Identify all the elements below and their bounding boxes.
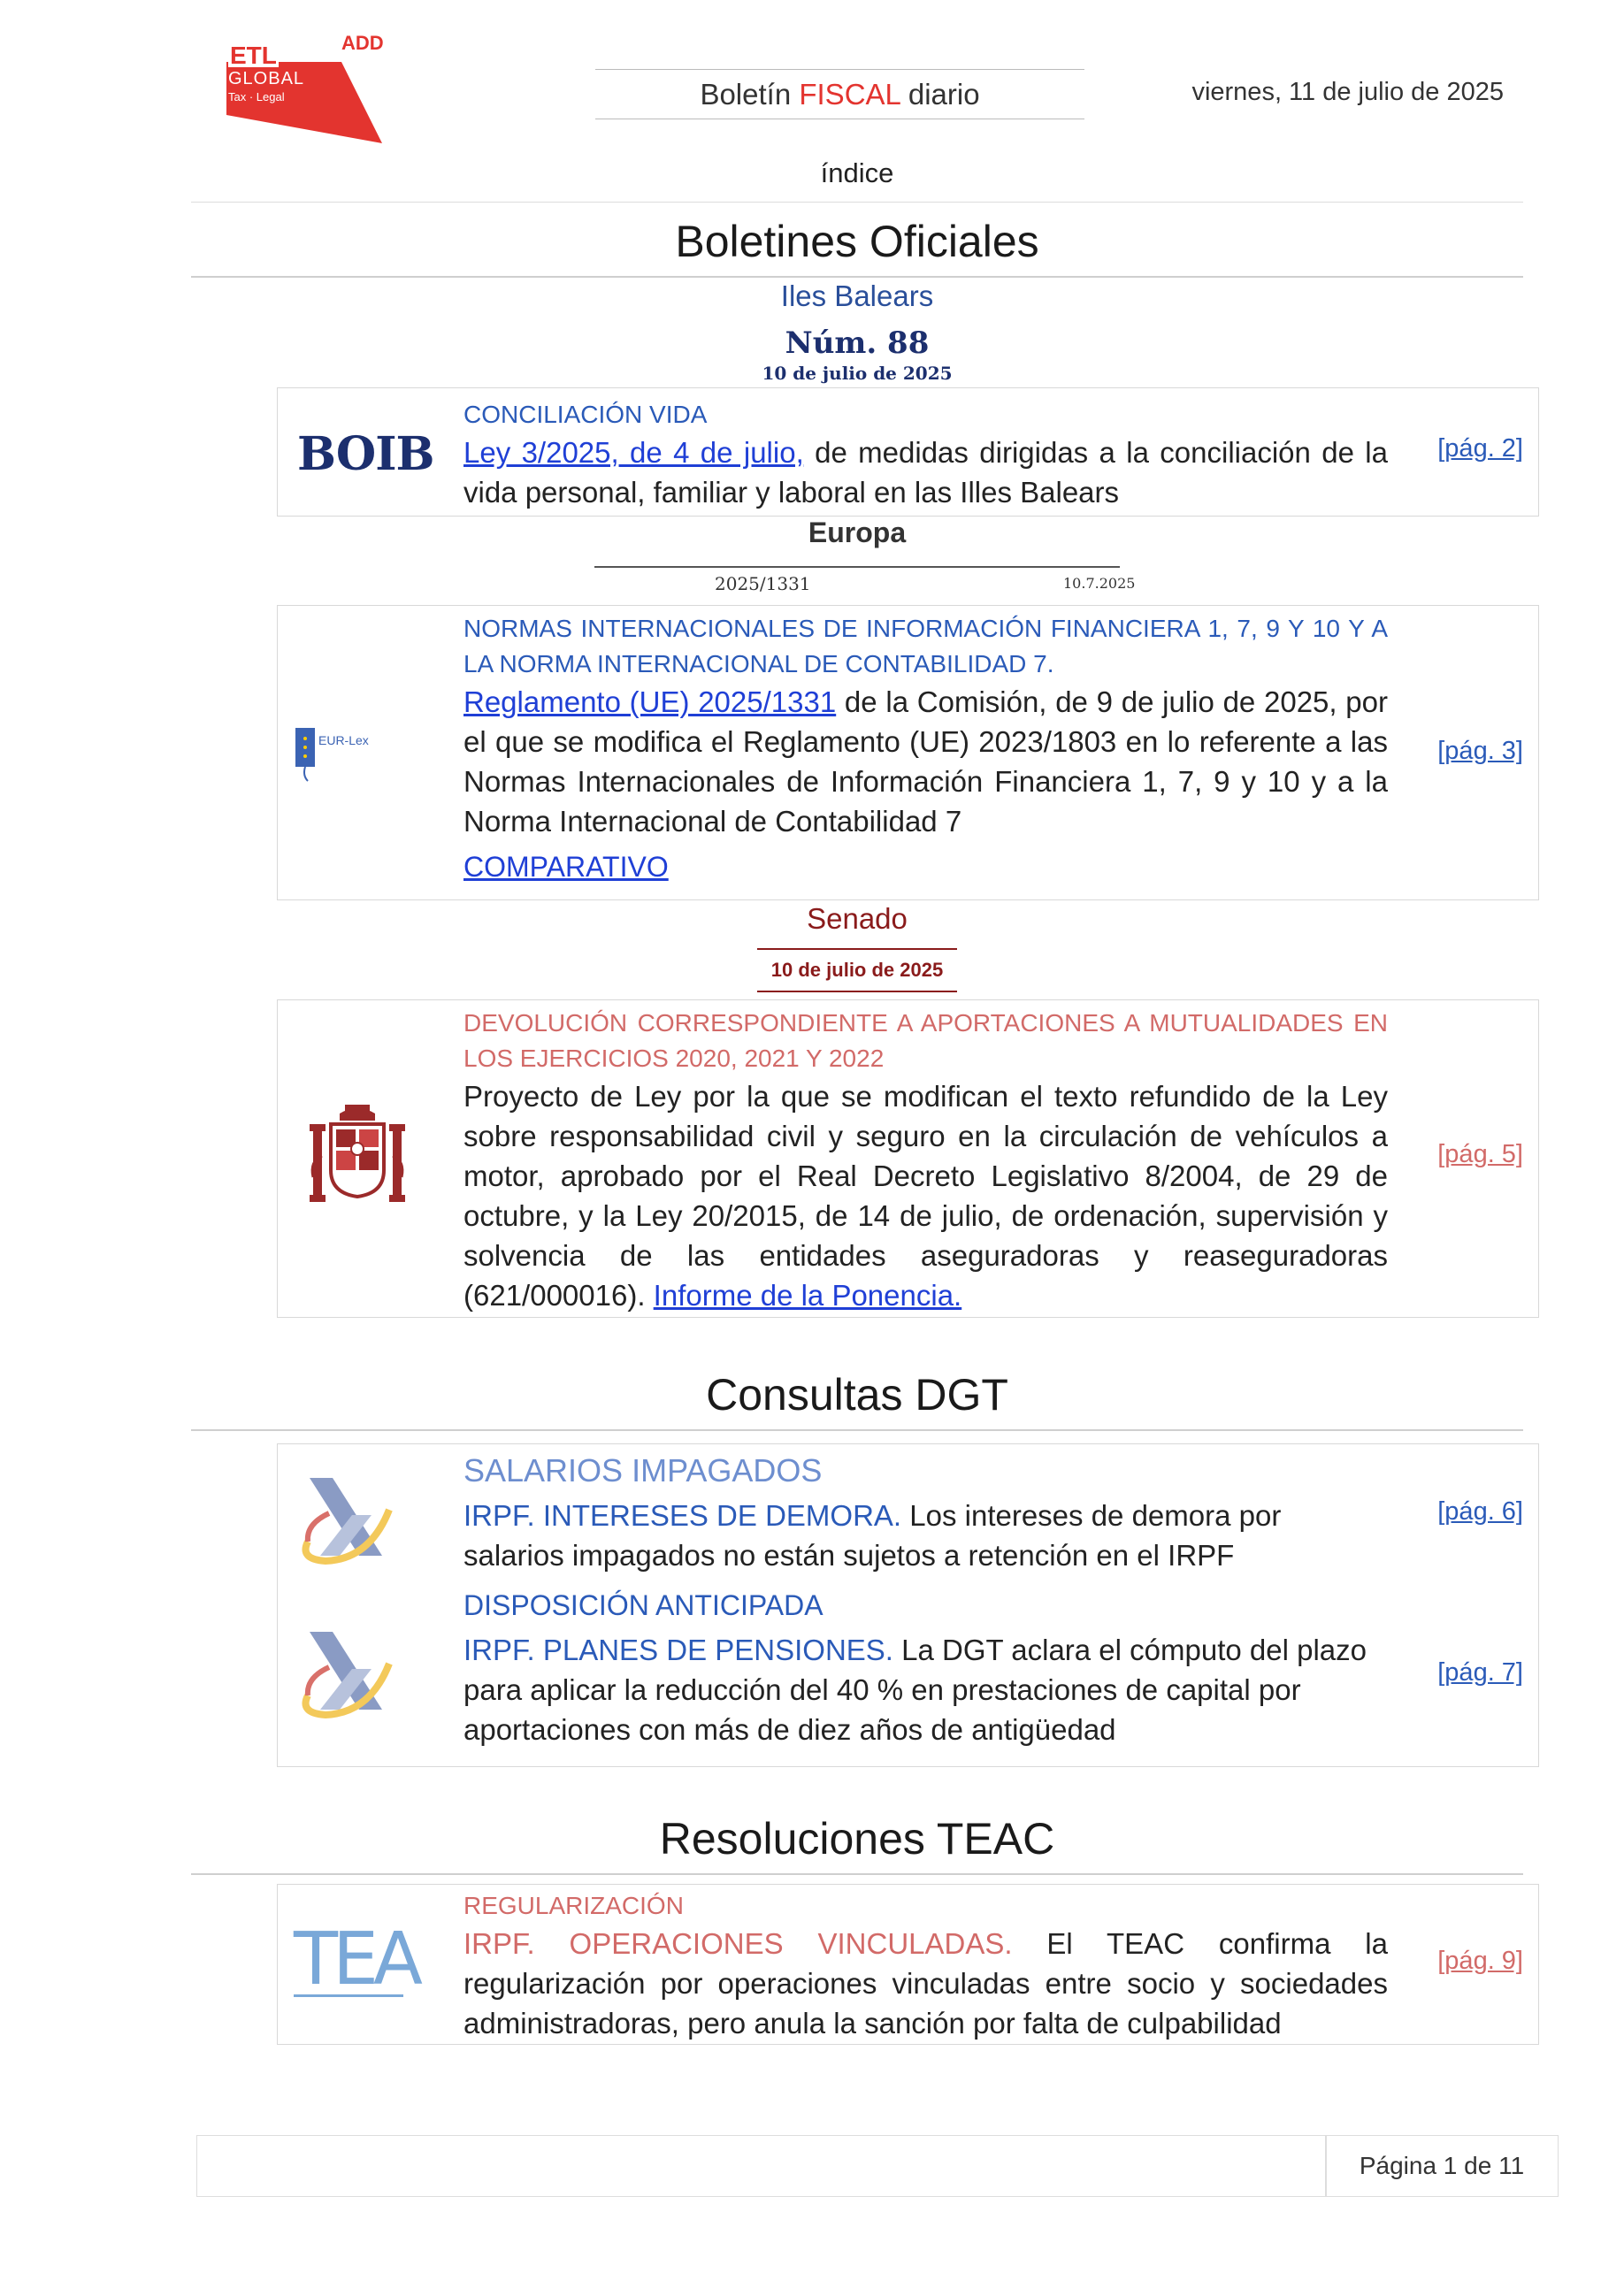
category-label: NORMAS INTERNACIONALES DE INFORMACIÓN FINANCIERA 1, 7, 9 Y 10 Y A LA NORMA INTERNACIONAL DE CONTABILIDAD 7.: [463, 615, 1388, 677]
boib-entry: [463, 397, 1388, 512]
card-teac: [277, 1884, 1539, 2045]
page-link[interactable]: [pág. 3]: [1437, 737, 1523, 765]
eu-ref-number: 2025/1331: [715, 573, 811, 594]
aeat-icon: [290, 1625, 405, 1722]
logo-badge: ADD: [341, 32, 384, 54]
section-title-teac: Resoluciones TEAC: [191, 1813, 1523, 1875]
logo-line2: GLOBAL: [228, 69, 305, 88]
eu-rule: [594, 566, 1120, 568]
category-label: CONCILIACIÓN VIDA: [463, 401, 708, 428]
logo-line1: ETL: [230, 42, 277, 69]
entry-text: El TEAC confirma la regularización por operaciones vinculadas entre socio y sociedades administradoras, pero anula la sanción por falta de culpabilidad: [463, 1927, 1388, 2040]
category-label: IRPF. PLANES DE PENSIONES.: [463, 1634, 893, 1666]
consulta-heading: SALARIOS IMPAGADOS: [463, 1452, 823, 1489]
tea-logo-underline: [294, 1994, 403, 1997]
entry-text: Los intereses de demora por salarios impagados no están sujetos a retención en el IRPF: [463, 1499, 1282, 1572]
bulletin-title: [595, 69, 1084, 119]
teac-heading: REGULARIZACIÓN: [463, 1892, 684, 1919]
eu-ref-date: 10.7.2025: [1063, 575, 1136, 592]
card-consultas: [277, 1443, 1539, 1767]
consulta-heading: DISPOSICIÓN ANTICIPADA: [463, 1589, 823, 1621]
etl-global-logo: [218, 32, 384, 143]
europa-entry: [463, 611, 1388, 887]
card-europa: [277, 605, 1539, 900]
logo-line3: Tax · Legal: [228, 90, 285, 103]
eurlex-logo: [295, 726, 410, 779]
senado-entry: [463, 1006, 1388, 1315]
page-link[interactable]: [pág. 6]: [1437, 1497, 1523, 1526]
entry-text: de medidas dirigidas a la conciliación de la vida personal, familiar y laboral en las Illes Balears: [463, 436, 1388, 509]
entry-text: La DGT aclara el cómputo del plazo para aplicar la reducción del 40 % en prestaciones de capital por aportaciones con más de diez años de antigüedad: [463, 1634, 1367, 1746]
section-title-consultas: Consultas DGT: [191, 1369, 1523, 1431]
title-suffix: diario: [900, 78, 980, 111]
boib-number: Núm. 88: [785, 325, 930, 361]
region-europa: Europa: [808, 517, 907, 548]
consulta-entry-1: [463, 1448, 1388, 1575]
boib-logo: BOIB: [297, 427, 434, 481]
region-baleares: Iles Balears: [780, 279, 934, 312]
category-label: IRPF. OPERACIONES VINCULADAS.: [463, 1927, 1013, 1960]
aeat-icon: [290, 1471, 405, 1568]
card-senado: [277, 999, 1539, 1318]
spain-coat-of-arms-icon: [304, 1103, 410, 1218]
senado-rule: [757, 948, 957, 950]
teac-entry: [463, 1888, 1388, 2043]
entry-text: de la Comisión, de 9 de julio de 2025, por el que se modifica el Reglamento (UE) 2023/1803 en lo referente a las Normas Internacionales de Información Financiera 1, 7, 9 y 10 y a la Norma Internacional de Contabilidad 7: [463, 685, 1388, 838]
header-date: viernes, 11 de julio de 2025: [1191, 78, 1504, 106]
category-label: IRPF. INTERESES DE DEMORA.: [463, 1499, 902, 1532]
footer-left-cell: [196, 2135, 1327, 2197]
footer-page-number: Página 1 de 11: [1325, 2135, 1559, 2197]
title-prefix: Boletín: [700, 78, 800, 111]
index-heading[interactable]: índice: [191, 157, 1523, 203]
section-title-boletines: Boletines Oficiales: [191, 216, 1523, 278]
page-link[interactable]: [pág. 5]: [1437, 1140, 1523, 1168]
senado-date: 10 de julio de 2025: [770, 959, 944, 981]
boib-date: 10 de julio de 2025: [762, 363, 953, 384]
page-link[interactable]: [pág. 9]: [1437, 1947, 1523, 1975]
page-link[interactable]: [pág. 7]: [1437, 1658, 1523, 1687]
ponencia-link[interactable]: Informe de la Ponencia.: [653, 1279, 962, 1312]
eurlex-logo-text: EUR-Lex: [318, 733, 369, 747]
law-link[interactable]: Ley 3/2025, de 4 de julio,: [463, 436, 804, 469]
entry-text: Proyecto de Ley por la que se modifican el texto refundido de la Ley sobre responsabilidad civil y seguro en la circulación de vehículos a motor, aprobado por el Real Decreto Legislativo 8/2004, de 29 de octubre, y la Ley 20/2015, de 14 de julio, de ordenación, supervisión y solvencia de las entidades aseguradoras y reaseguradoras (621/000016).: [463, 1080, 1388, 1312]
page-link[interactable]: [pág. 2]: [1437, 434, 1523, 463]
regulation-link[interactable]: Reglamento (UE) 2025/1331: [463, 685, 837, 718]
comparativo-link[interactable]: COMPARATIVO: [463, 851, 669, 883]
card-boib: [277, 387, 1539, 517]
consulta-entry-2: [463, 1584, 1388, 1749]
senado-rule-bottom: [757, 991, 957, 992]
region-senado: Senado: [807, 902, 908, 935]
tea-logo: TEA: [294, 1917, 417, 2001]
title-highlight: FISCAL: [799, 78, 900, 111]
category-label: DEVOLUCIÓN CORRESPONDIENTE A APORTACIONES A MUTUALIDADES EN LOS EJERCICIOS 2020, 2021 Y 2022: [463, 1009, 1388, 1072]
